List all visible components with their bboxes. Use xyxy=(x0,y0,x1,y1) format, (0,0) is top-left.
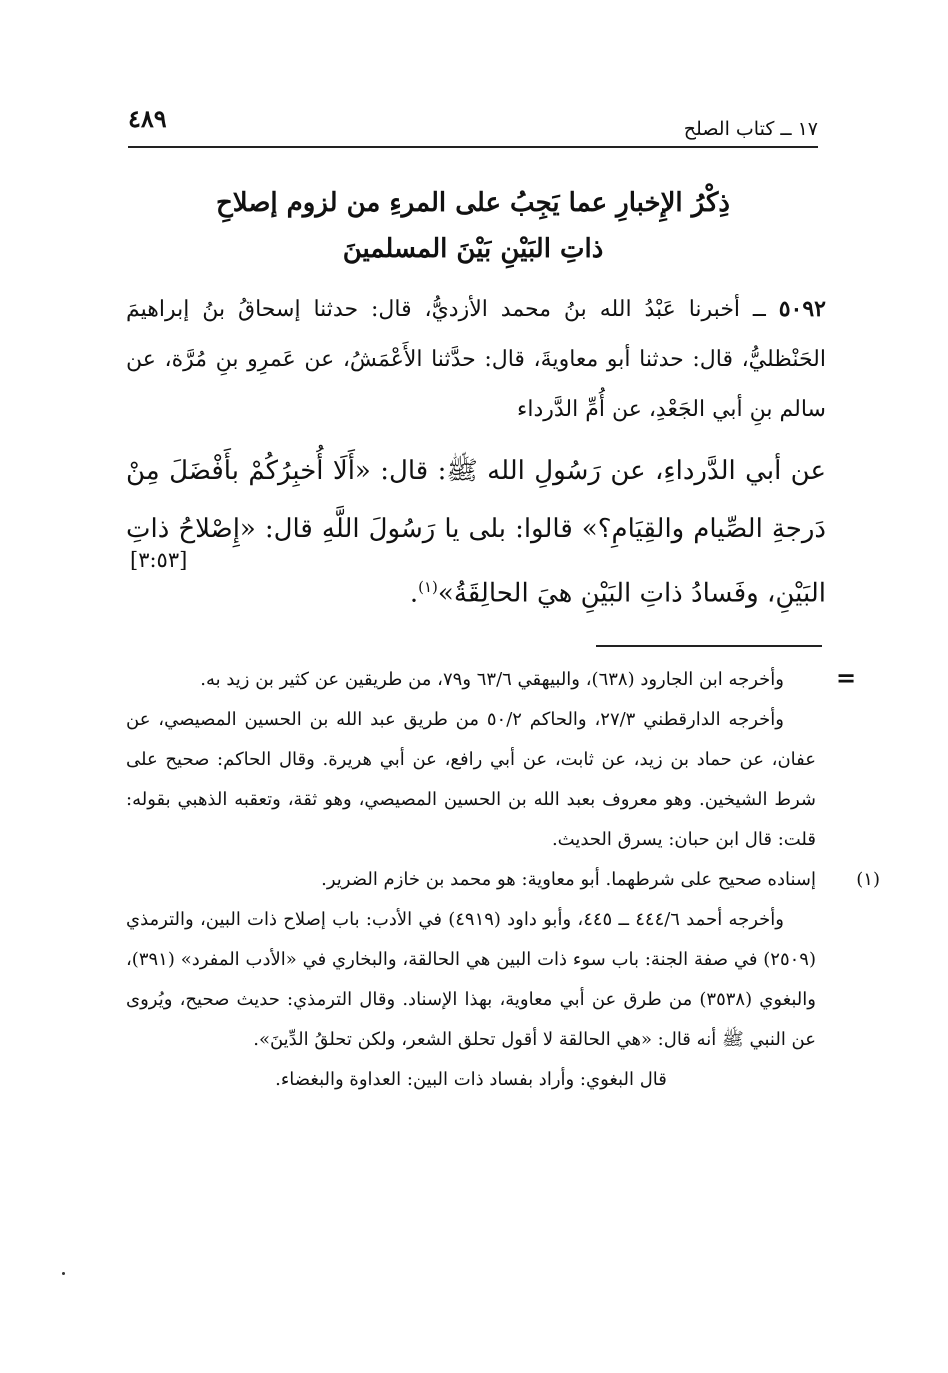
chapter-heading-line-2: ذاتِ البَيْنِ بَيْنَ المسلمينَ xyxy=(342,234,604,264)
page-header xyxy=(128,104,818,148)
matn-text: عن أبي الدَّرداءِ، عن رَسُولِ الله ﷺ: قال: «أَلَا أُخبِرُكُمْ بأَفْضَلَ مِنْ دَرجةِ الصِّيام والقِيَامِ؟» قالوا: بلى يا رَسُولَ اللَّهِ قال: «إِصْلاحُ ذاتِ البَيْنِ، وفَسادُ ذاتِ البَيْنِ هيَ الحالِقَةُ» xyxy=(126,456,826,609)
footnote-paragraph: وأخرجه أحمد ٤٤٤/٦ ــ ٤٤٥، وأبو داود (٤٩١٩) في الأدب: باب إصلاح ذات البين، والترمذي (٢٥٠٩) في صفة الجنة: باب سوء ذات البين هي الحالقة، والبخاري في «الأدب المفرد» (٣٩١)، والبغوي (٣٥٣٨) من طرق عن أبي معاوية، بهذا الإسناد. وقال الترمذي: حديث صحيح، ويُروى عن النبي ﷺ أنه قال: «هي الحالقة لا أقول تحلق الشعر، ولكن تحلقُ الدِّينَ». xyxy=(126,909,816,1050)
isnad-text: ــ أخبرنا عَبْدُ الله بنُ محمد الأزديُّ، قال: حدثنا إسحاقُ بنُ إبراهيمَ الحَنْظليُّ، قال: حدثنا أبو معاويةَ، قال: حدَّثنا الأَعْمَشُ، عن عَمرِو بنِ مُرَّة، عن سالم بنِ أبي الجَعْدِ، عن أُمِّ الدَّرداء xyxy=(126,297,826,422)
footnote-separator xyxy=(596,645,822,647)
footnote-paragraph: وأخرجه الدارقطني ٢٧/٣، والحاكم ٥٠/٢ من طريق عبد الله بن الحسين المصيصي، عن عفان، عن حماد بن زيد، عن ثابت، عن أبي رافع، عن أبي هريرة. وقال الحاكم: صحيح على شرط الشيخين. وهو معروف بعبد الله بن الحسين المصيصي، وهو ثقة، وتعقبه الذهبي بقوله: قلت: قال ابن حبان: يسرق الحديث. xyxy=(126,709,816,850)
footnote-label: (١) xyxy=(856,869,880,890)
stray-dot xyxy=(62,1272,65,1275)
footnote-closing: قال البغوي: وأراد بفساد ذات البين: العداوة والبغضاء. xyxy=(275,1069,667,1090)
chapter-heading-line-1: ذِكْرُ الإِخبارِ عما يَجِبُ على المرءِ من لزوم إصلاحِ xyxy=(216,188,730,218)
hadith-matn: عن أبي الدَّرداءِ، عن رَسُولِ الله ﷺ: قال: «أَلَا أُخبِرُكُمْ بأَفْضَلَ مِنْ دَرجةِ الصِّيام والقِيَامِ؟» قالوا: بلى يا رَسُولَ اللَّهِ قال: «إِصْلاحُ ذاتِ البَيْنِ، وفَسادُ ذاتِ البَيْنِ هيَ الحالِقَةُ»$^{(١)}$. xyxy=(126,456,826,609)
footnote-first-line: إسناده صحيح على شرطهما. أبو معاوية: هو محمد بن خازم الضرير. xyxy=(321,869,816,890)
footnote-marker: (١) xyxy=(418,578,438,596)
page-number: ٤٨٩ xyxy=(128,104,167,133)
footnotes xyxy=(126,660,880,1100)
chapter-heading xyxy=(128,180,818,272)
header-rule xyxy=(128,146,818,148)
hadith-number: ٥٠٩٢ xyxy=(778,296,826,322)
hadith-isnad xyxy=(126,284,826,435)
cross-reference: [٣:٥٣] xyxy=(130,548,188,572)
running-title: ١٧ ــ كتاب الصلح xyxy=(683,118,818,140)
continuation-mark: = xyxy=(836,664,857,692)
footnote-1 xyxy=(126,860,880,1100)
footnote-paragraph: وأخرجه ابن الجارود (٦٣٨)، والبيهقي ٦٣/٦ و٧٩، من طريقين عن كثير بن زيد به. xyxy=(200,669,784,690)
